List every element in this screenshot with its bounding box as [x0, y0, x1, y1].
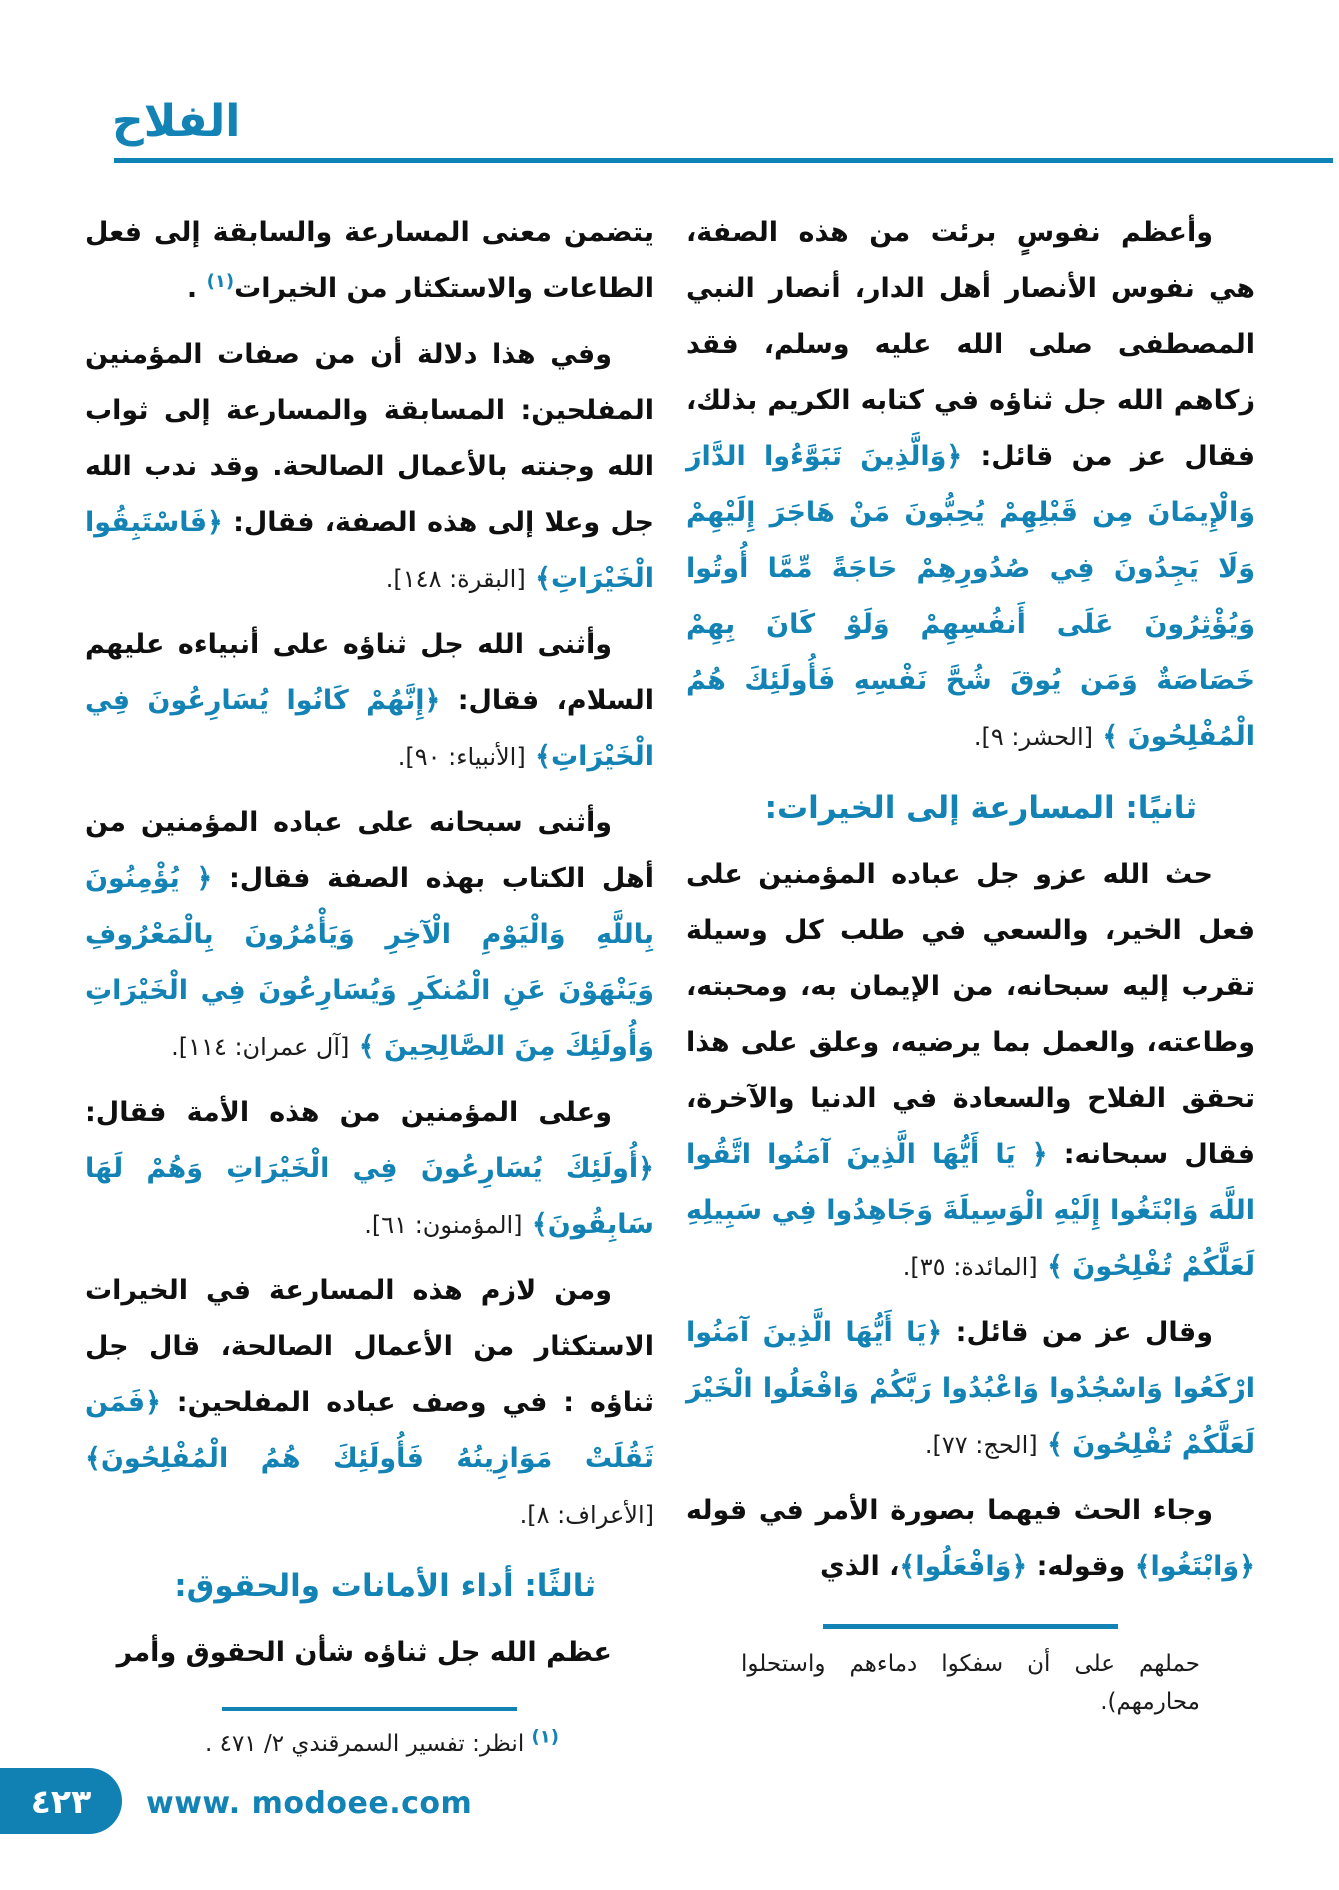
- verse-reference: [الحشر: ٩].: [973, 723, 1093, 752]
- para-rights-and-trusts: [85, 1625, 654, 1681]
- section-heading-third: ثالثًا: أداء الأمانات والحقوق:: [174, 1568, 596, 1605]
- verse-reference: [الأعراف: ٨].: [519, 1501, 654, 1530]
- body-text: وقوله:: [1027, 1551, 1126, 1583]
- footnote-block-right: [686, 1608, 1255, 1721]
- para-hajj-verse: [686, 1305, 1255, 1473]
- quran-verse-text: ﴿ يَا أَيُّهَا الَّذِينَ آمَنُوا اتَّقُوا اللَّهَ وَابْتَغُوا إِلَيْهِ الْوَسِيلَةَ وَجَاهِدُوا فِي سَبِيلِهِ لَعَلَّكُمْ تُفْلِحُونَ ﴾: [686, 1139, 1255, 1283]
- body-text: وأعظم نفوسٍ برئت من هذه الصفة، هي نفوس الأنصار أهل الدار، أنصار النبي المصطفى صلى الله عليه وسلم، فقد زكاهم الله جل ثناؤه في كتابه الكريم بذلك، فقال عز من قائل:: [686, 217, 1255, 473]
- footnote-separator: [222, 1707, 517, 1711]
- page-header: [0, 0, 1339, 163]
- two-column-layout: [0, 163, 1339, 1758]
- footnote-text: انظر: تفسير السمرقندي ٢/ ٤٧١ .: [204, 1731, 532, 1758]
- verse-reference: [المؤمنون: ٦١].: [364, 1211, 523, 1240]
- column-right: [686, 205, 1255, 1721]
- body-text: وقال عز من قائل:: [942, 1317, 1213, 1349]
- para-traits-of-successful: [85, 327, 654, 607]
- verse-reference: [الأنبياء: ٩٠].: [397, 743, 526, 772]
- column-left-content: [85, 205, 654, 1691]
- body-text: وجاء الحث فيهما بصورة الأمر في قوله: [686, 1495, 1213, 1527]
- quran-verse-text: ﴿وَافْعَلُوا﴾: [899, 1551, 1028, 1583]
- footnote-separator: [823, 1624, 1118, 1629]
- quran-verse-text: ﴿أُولَئِكَ يُسَارِعُونَ فِي الْخَيْرَاتِ وَهُمْ لَهَا سَابِقُونَ﴾: [85, 1153, 654, 1241]
- body-text: .: [186, 273, 207, 305]
- footnote-block-left: [85, 1691, 654, 1765]
- verse-reference: [المائدة: ٣٥].: [902, 1253, 1038, 1282]
- quran-verse-text: ﴿يَا أَيُّهَا الَّذِينَ آمَنُوا ارْكَعُوا وَاسْجُدُوا وَاعْبُدُوا رَبَّكُمْ وَافْعَلُوا الْخَيْرَ لَعَلَّكُمْ تُفْلِحُونَ ﴾: [686, 1317, 1255, 1461]
- footnote-marker: (١): [531, 1726, 559, 1748]
- page-header-title: الفلاح: [112, 96, 241, 147]
- page-number: ٤٢٣: [30, 1781, 92, 1821]
- para-ansar-virtue: [686, 205, 1255, 765]
- quran-verse-text: ﴿فَمَن ثَقُلَتْ مَوَازِينُهُ فَأُولَئِكَ هُمُ الْمُفْلِحُونَ﴾: [85, 1387, 654, 1475]
- footnote-continuation: [686, 1645, 1255, 1721]
- quran-verse-text: ﴿وَابْتَغُوا﴾: [1125, 1551, 1255, 1583]
- body-text: وعلى المؤمنين من هذه الأمة فقال:: [85, 1097, 612, 1129]
- website-url: www. modoee.com: [146, 1786, 473, 1821]
- body-text: وأثنى سبحانه على عباده المؤمنين من أهل الكتاب بهذه الصفة فقال:: [85, 807, 654, 895]
- body-text: يتضمن معنى المسارعة والسابقة إلى فعل الطاعات والاستكثار من الخيرات: [85, 217, 654, 305]
- body-text: ، الذي: [820, 1551, 900, 1583]
- para-imperative-form: [686, 1483, 1255, 1595]
- section-heading-second: ثانيًا: المسارعة إلى الخيرات:: [764, 790, 1197, 827]
- quran-verse-text: ﴿وَالَّذِينَ تَبَوَّءُوا الدَّارَ وَالْإِيمَانَ مِن قَبْلِهِمْ يُحِبُّونَ مَنْ هَاجَرَ إِلَيْهِمْ وَلَا يَجِدُونَ فِي صُدُورِهِمْ حَاجَةً مِّمَّا أُوتُوا وَيُؤْثِرُونَ عَلَى أَنفُسِهِمْ وَلَوْ كَانَ بِهِمْ خَصَاصَةٌ وَمَن يُوقَ شُحَّ نَفْسِهِ فَأُولَئِكَ هُمُ الْمُفْلِحُونَ ﴾: [686, 441, 1255, 753]
- para-abundance-of-deeds: [85, 1263, 654, 1543]
- column-right-content: [686, 205, 1255, 1608]
- footnote-text: حملهم على أن سفكوا دماءهم واستحلوا محارمهم).: [741, 1651, 1200, 1716]
- footnote-reference: [85, 1723, 654, 1765]
- para-praise-of-prophets: [85, 617, 654, 785]
- body-text: ومن لازم هذه المسارعة في الخيرات الاستكثار من الأعمال الصالحة، قال جل ثناؤه : في وصف عباده المفلحين:: [85, 1275, 654, 1419]
- quran-verse-text: ﴿فَاسْتَبِقُوا الْخَيْرَاتِ﴾: [85, 507, 654, 595]
- body-text: وأثنى الله جل ثناؤه على أنبياءه عليهم السلام، فقال:: [85, 629, 654, 717]
- body-text: وفي هذا دلالة أن من صفات المؤمنين المفلحين: المسابقة والمسارعة إلى ثواب الله وجنته بالأعمال الصالحة. وقد ندب الله جل وعلا إلى هذه الصفة، فقال:: [85, 339, 654, 539]
- quran-verse-text: ﴿ يُؤْمِنُونَ بِاللَّهِ وَالْيَوْمِ الْآخِرِ وَيَأْمُرُونَ بِالْمَعْرُوفِ وَيَنْهَوْنَ عَنِ الْمُنكَرِ وَيُسَارِعُونَ فِي الْخَيْرَاتِ وَأُولَئِكَ مِنَ الصَّالِحِينَ ﴾: [85, 863, 654, 1063]
- page-number-badge: [0, 1768, 122, 1834]
- body-text: حث الله عزو جل عباده المؤمنين على فعل الخير، والسعي في طلب كل وسيلة تقرب إليه سبحانه، من الإيمان به، ومحبته، وطاعته، والعمل بما يرضيه، وعلق على هذا تحقق الفلاح والسعادة في الدنيا والآخرة، فقال سبحانه:: [686, 859, 1256, 1171]
- verse-reference: [البقرة: ١٤٨].: [385, 565, 526, 594]
- para-people-of-the-book: [85, 795, 654, 1075]
- verse-reference: [آل عمران: ١١٤].: [171, 1033, 350, 1062]
- para-meaning-of-hastening: [85, 205, 654, 317]
- verse-reference: [الحج: ٧٧].: [924, 1431, 1038, 1460]
- para-urging-good-deeds: [686, 847, 1255, 1295]
- footnote-marker: (١): [206, 271, 235, 293]
- column-left: [85, 205, 654, 1758]
- para-believers-of-ummah: [85, 1085, 654, 1253]
- body-text: عظم الله جل ثناؤه شأن الحقوق وأمر: [116, 1637, 612, 1669]
- quran-verse-text: ﴿إِنَّهُمْ كَانُوا يُسَارِعُونَ فِي الْخَيْرَاتِ﴾: [85, 685, 654, 773]
